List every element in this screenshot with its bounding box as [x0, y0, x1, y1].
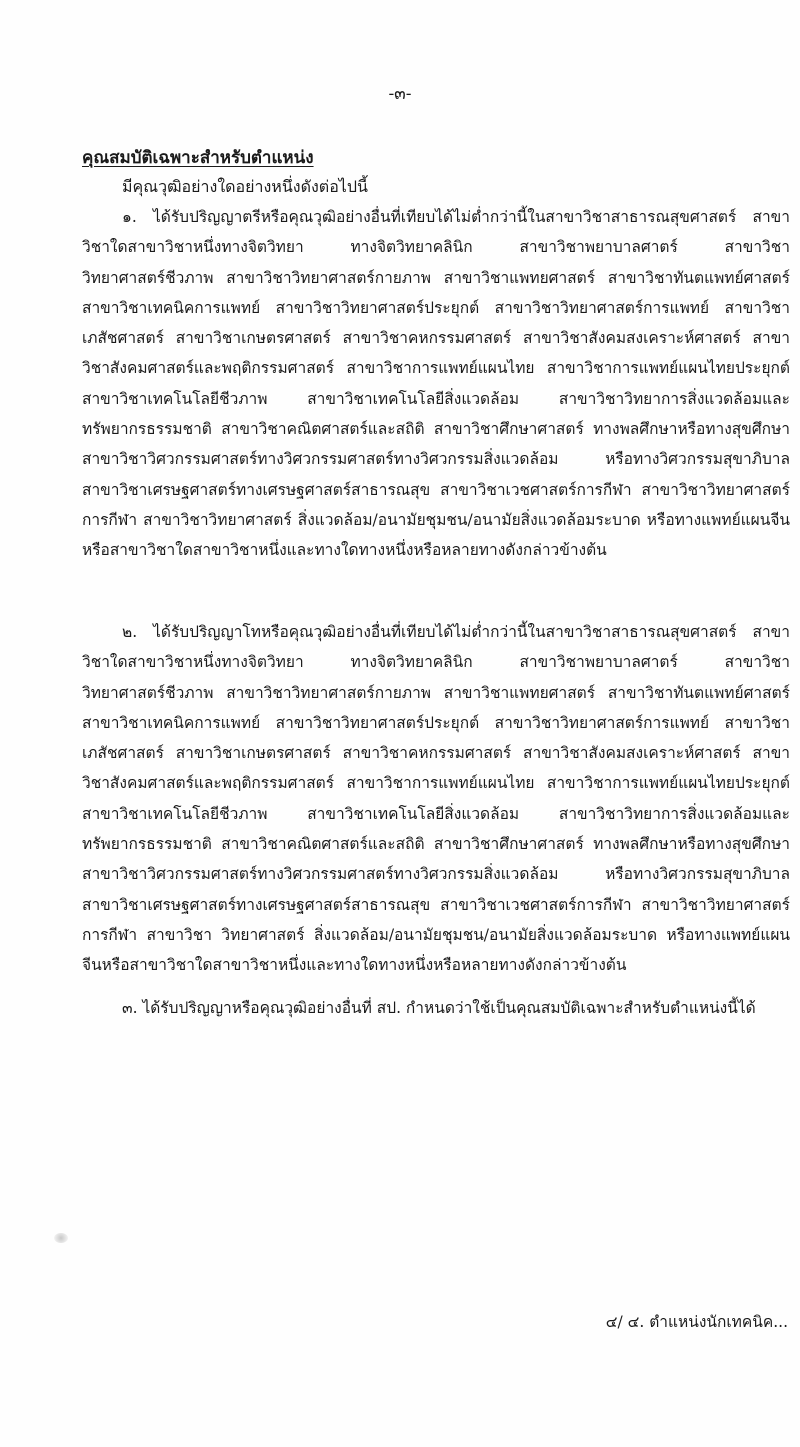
qualification-item-1	[82, 202, 790, 566]
qualification-text: ๑. ได้รับปริญญาตรีหรือคุณวุฒิอย่างอื่นที่เทียบได้ไม่ต่ำกว่านี้ในสาขาวิชาสาธารณสุขศาสตร์ สาขาวิชาใดสาขาวิชาหนึ่งทางจิตวิทยา ทางจิตวิทยาคลินิก สาขาวิชาพยาบาลศาตร์ สาขาวิชาวิทยาศาสตร์ชีวภาพ สาขาวิชาวิทยาศาสตร์กายภาพ สาขาวิชาแพทยศาสตร์ สาขาวิชาทันตแพทย์ศาสตร์ สาขาวิชาเทคนิคการแพทย์ สาขาวิชาวิทยาศาสตร์ประยุกต์ สาขาวิชาวิทยาศาสตร์การแพทย์ สาขาวิชาเภสัชศาสตร์ สาขาวิชาเกษตรศาสตร์ สาขาวิชาคหกรรมศาสตร์ สาขาวิชาสังคมสงเคราะห์ศาสตร์ สาขาวิชาสังคมศาสตร์และพฤติกรรมศาสตร์ สาขาวิชาการแพทย์แผนไทย สาขาวิชาการแพทย์แผนไทยประยุกต์ สาขาวิชาเทคโนโลยีชีวภาพ สาขาวิชาเทคโนโลยีสิ่งแวดล้อม สาขาวิชาวิทยาการสิ่งแวดล้อมและทรัพยากรธรรมชาติ สาขาวิชาคณิตศาสตร์และสถิติ สาขาวิชาศึกษาศาสตร์ ทางพลศึกษาหรือทางสุขศึกษา สาขาวิชาวิศวกรรมศาสตร์ทางวิศวกรรมศาสตร์ทางวิศวกรรมสิ่งแวดล้อม หรือทางวิศวกรรมสุขาภิบาล สาขาวิชาเศรษฐศาสตร์ทางเศรษฐศาสตร์สาธารณสุข สาขาวิชาเวชศาสตร์การกีฬา สาขาวิชาวิทยาศาสตร์ การกีฬา สาขาวิชาวิทยาศาสตร์ สิ่งแวดล้อม/อนามัยชุมชน/อนามัยสิ่งแวดล้อมระบาด หรือทางแพทย์แผนจีน หรือสาขาวิชาใดสาขาวิชาหนึ่งและทางใดทางหนึ่งหรือหลายทางดังกล่าวข้างต้น	[82, 208, 790, 560]
qualification-text: ๒. ได้รับปริญญาโทหรือคุณวุฒิอย่างอื่นที่เทียบได้ไม่ต่ำกว่านี้ในสาขาวิชาสาธารณสุขศาสตร์ สาขาวิชาใดสาขาวิชาหนึ่งทางจิตวิทยา ทางจิตวิทยาคลินิก สาขาวิชาพยาบาลศาตร์ สาขาวิชาวิทยาศาสตร์ชีวภาพ สาขาวิชาวิทยาศาสตร์กายภาพ สาขาวิชาแพทยศาสตร์ สาขาวิชาทันตแพทย์ศาสตร์สาขาวิชาเทคนิคการแพทย์ สาขาวิชาวิทยาศาสตร์ประยุกต์ สาขาวิชาวิทยาศาสตร์การแพทย์ สาขาวิชาเภสัชศาสตร์ สาขาวิชาเกษตรศาสตร์ สาขาวิชาคหกรรมศาสตร์ สาขาวิชาสังคมสงเคราะห์ศาสตร์ สาขาวิชาสังคมศาสตร์และพฤติกรรมศาสตร์ สาขาวิชาการแพทย์แผนไทย สาขาวิชาการแพทย์แผนไทยประยุกต์ สาขาวิชาเทคโนโลยีชีวภาพ สาขาวิชาเทคโนโลยีสิ่งแวดล้อม สาขาวิชาวิทยาการสิ่งแวดล้อมและทรัพยากรธรรมชาติ สาขาวิชาคณิตศาสตร์และสถิติ สาขาวิชาศึกษาศาสตร์ ทางพลศึกษาหรือทางสุขศึกษา สาขาวิชาวิศวกรรมศาสตร์ทางวิศวกรรมศาสตร์ทางวิศวกรรมสิ่งแวดล้อม หรือทางวิศวกรรมสุขาภิบาล สาขาวิชาเศรษฐศาสตร์ทางเศรษฐศาสตร์สาธารณสุข สาขาวิชาเวชศาสตร์การกีฬา สาขาวิชาวิทยาศาสตร์การกีฬา สาขาวิชา วิทยาศาสตร์ สิ่งแวดล้อม/อนามัยชุมชน/อนามัยสิ่งแวดล้อมระบาด หรือทางแพทย์แผนจีนหรือสาขาวิชาใดสาขาวิชาหนึ่งและทางใดทางหนึ่งหรือหลายทางดังกล่าวข้างต้น	[82, 623, 790, 975]
qualification-item-3: ๓. ได้รับปริญญาหรือคุณวุฒิอย่างอื่นที่ สป. กำหนดว่าใช้เป็นคุณสมบัติเฉพาะสำหรับตำแหน่งนี้ได้	[122, 999, 756, 1017]
intro-line: มีคุณวุฒิอย่างใดอย่างหนึ่งดังต่อไปนี้	[122, 177, 368, 196]
scan-smudge	[54, 1233, 68, 1243]
continuation-note: ๔/ ๔. ตำแหน่งนักเทคนิค...	[605, 1313, 788, 1331]
section-heading: คุณสมบัติเฉพาะสำหรับตำแหน่ง	[82, 148, 314, 168]
qualification-item-2	[82, 617, 790, 981]
page-number: -๓-	[388, 84, 412, 104]
